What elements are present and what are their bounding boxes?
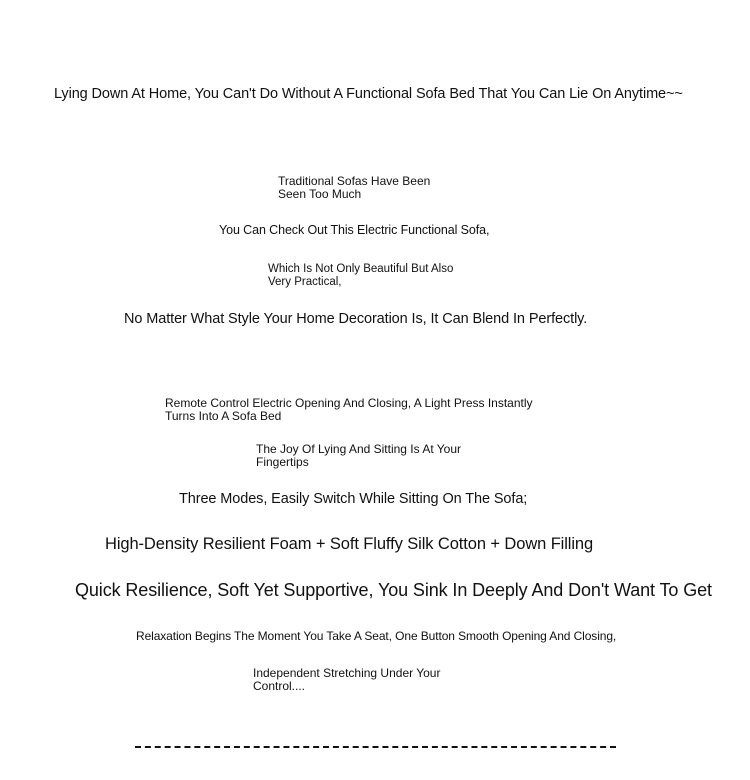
text-line: Turns Into A Sofa Bed: [165, 409, 282, 423]
text-line: Which Is Not Only Beautiful But Also: [268, 263, 454, 275]
text-traditional-sofas: [278, 175, 430, 201]
text-line: Control....: [253, 679, 306, 693]
text-line: Traditional Sofas Have Been: [278, 174, 431, 188]
text-line: Fingertips: [256, 455, 309, 469]
text-line: Very Practical,: [268, 276, 342, 288]
text-foam-filling: High-Density Resilient Foam + Soft Fluffy Silk Cotton + Down Filling: [105, 535, 594, 553]
text-beautiful-practical: [268, 263, 453, 289]
text-independent-stretching: [253, 667, 440, 693]
text-relaxation: Relaxation Begins The Moment You Take A Seat, One Button Smooth Opening And Closing,: [136, 629, 617, 643]
headline-sofa-bed: Lying Down At Home, You Can't Do Without A Functional Sofa Bed That You Can Lie On Anytime~~: [54, 86, 683, 102]
text-remote-control: [165, 397, 533, 423]
text-quick-resilience: Quick Resilience, Soft Yet Supportive, You Sink In Deeply And Don't Want To Get: [75, 580, 712, 600]
text-line: Remote Control Electric Opening And Closing, A Light Press Instantly: [165, 396, 533, 410]
text-check-out: You Can Check Out This Electric Functional Sofa,: [219, 223, 490, 237]
text-line: Seen Too Much: [278, 187, 362, 201]
text-line: Independent Stretching Under Your: [253, 666, 441, 680]
text-three-modes: Three Modes, Easily Switch While Sitting On The Sofa;: [179, 491, 528, 507]
dashed-divider: [135, 746, 616, 748]
text-joy-fingertips: [256, 443, 461, 469]
text-line: The Joy Of Lying And Sitting Is At Your: [256, 442, 462, 456]
text-blend-in: No Matter What Style Your Home Decoration Is, It Can Blend In Perfectly.: [124, 311, 588, 327]
